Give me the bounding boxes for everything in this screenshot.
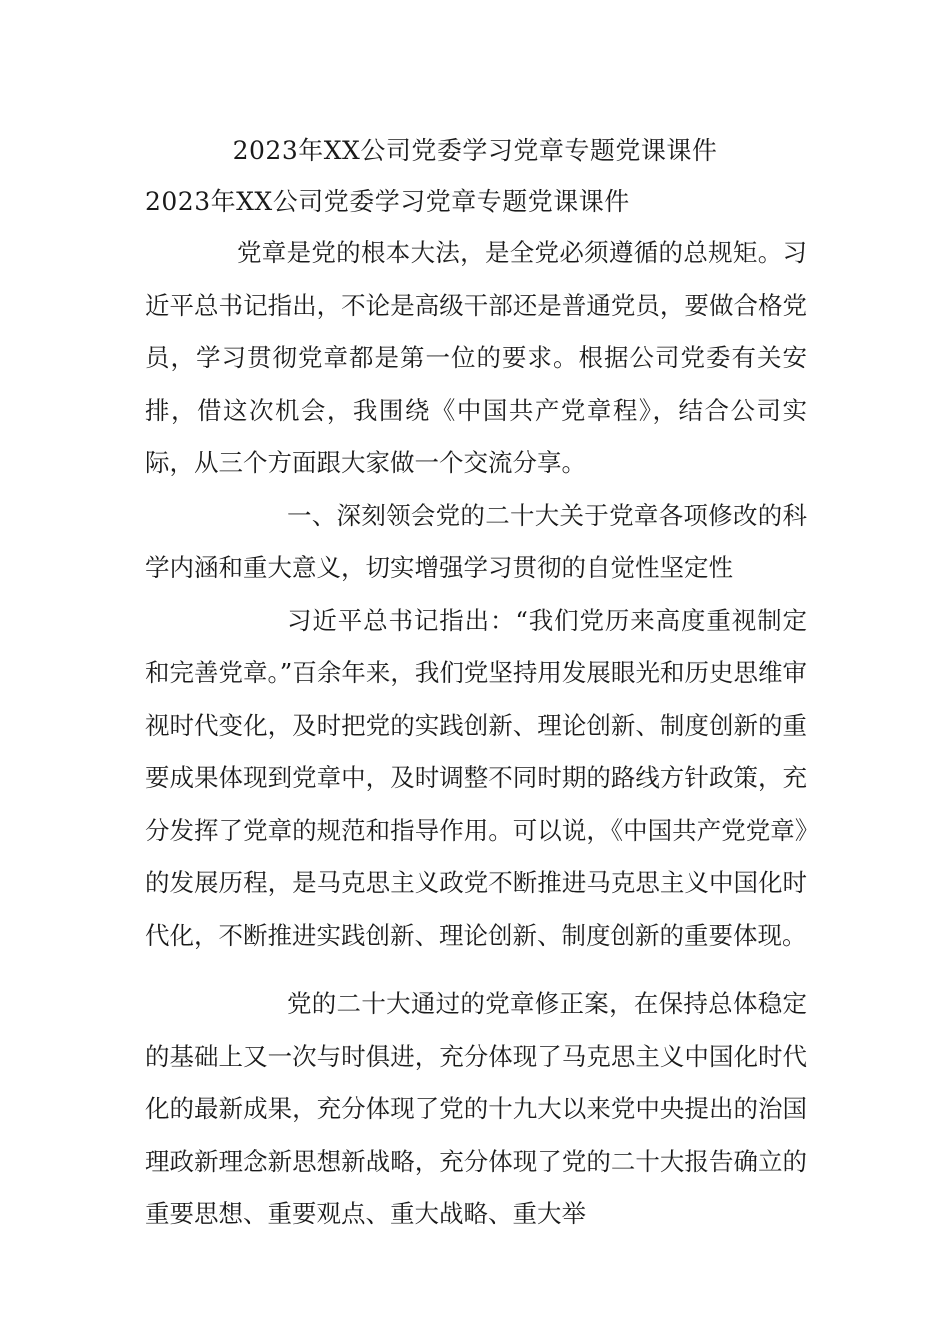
document-title: 2023年XX公司党委学习党章专题党课课件: [232, 136, 718, 165]
paragraph-intro: 党章是党的根本大法，是全党必须遵循的总规矩。习近平总书记指出，不论是高级干部还是普通党员，要做合格党员，学习贯彻党章都是第一位的要求。根据公司党委有关安排，借这次机会，我围绕《中国共产党章程》，结合公司实际，从三个方面跟大家做一个交流分享。: [145, 238, 807, 477]
document-subtitle: 2023年XX公司党委学习党章专题党课课件: [145, 187, 630, 216]
document-body: [145, 227, 807, 1241]
paragraph-party-constitution-history: 习近平总书记指出：“我们党历来高度重视制定和完善党章。”百余年来，我们党坚持用发展眼光和历史思维审视时代变化，及时把党的实践创新、理论创新、制度创新的重要成果体现到党章中，及时调整不同时期的路线方针政策，充分发挥了党章的规范和指导作用。可以说，《中国共产党党章》的发展历程，是马克思主义政党不断推进马克思主义中国化时代化，不断推进实践创新、理论创新、制度创新的重要体现。: [145, 605, 807, 950]
paragraph-twentieth-congress-amendment: 党的二十大通过的党章修正案，在保持总体稳定的基础上又一次与时俱进，充分体现了马克思主义中国化时代化的最新成果，充分体现了党的十九大以来党中央提出的治国理政新理念新思想新战略，充分体现了党的二十大报告确立的重要思想、重要观点、重大战略、重大举: [145, 989, 807, 1228]
section-heading-1: 一、深刻领会党的二十大关于党章各项修改的科学内涵和重大意义，切实增强学习贯彻的自觉性坚定性: [145, 500, 807, 582]
